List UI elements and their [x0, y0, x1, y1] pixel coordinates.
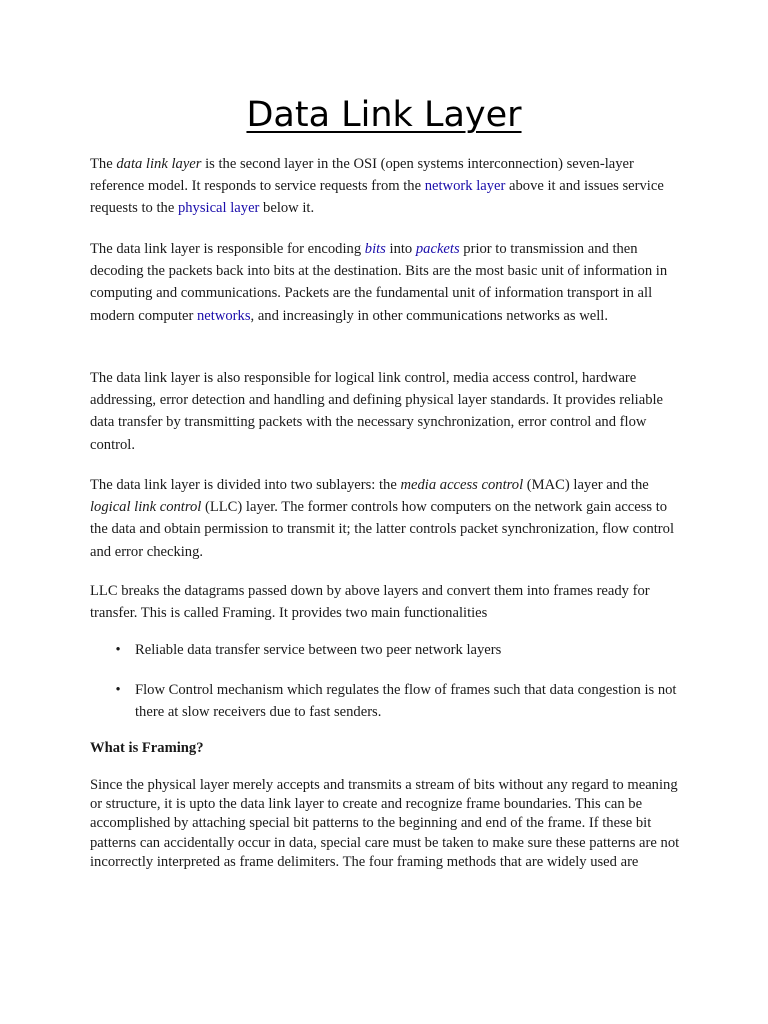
paragraph-text: into	[385, 241, 416, 257]
link-networks[interactable]: networks	[197, 307, 251, 324]
paragraph-text: The data link layer is responsible for encoding	[90, 241, 365, 257]
paragraph-text: is the second layer in the OSI (open systems interconnection) seven-layer reference model. It responds to service requests from the	[90, 156, 634, 195]
paragraph-llc-framing: LLC breaks the datagrams passed down by above layers and convert them into frames ready for transfer. This is called Framing. It provides two main functionalities	[90, 583, 650, 622]
section-heading-framing: What is Framing?	[90, 740, 204, 756]
link-packets[interactable]: packets	[415, 241, 460, 257]
link-physical-layer[interactable]: physical layer	[177, 200, 260, 217]
paragraph-framing: Since the physical layer merely accepts and transmits a stream of bits without any regard to meaning or structure, it is upto the data link layer to create and recognize frame boundaries. This can be accomplished by attaching special bit patterns to the beginning and end of the frame. If these bit patterns can accidentally occur in data, special care must be taken to make sure these patterns are not incorrectly interpreted as frame delimiters. The four framing methods that are widely used are	[90, 777, 680, 870]
emphasis-data-link-layer: data link layer	[116, 156, 202, 172]
paragraph-text: The data link layer is divided into two sublayers: the	[90, 477, 401, 493]
list-item-text: Flow Control mechanism which regulates the flow of frames such that data congestion is not there at slow receivers due to fast senders.	[135, 682, 677, 721]
emphasis-logical-link-control: logical link control	[90, 499, 202, 516]
link-bits[interactable]: bits	[364, 241, 386, 257]
link-network-layer[interactable]: network layer	[424, 178, 506, 195]
list-item	[90, 639, 680, 661]
paragraph-text: (MAC) layer and the	[523, 477, 649, 493]
paragraph-text: The	[90, 156, 117, 172]
functionality-list	[90, 639, 680, 724]
paragraph-sublayers	[90, 474, 680, 563]
emphasis-media-access-control: media access control	[400, 477, 524, 493]
paragraph-text: (LLC) layer. The former controls how computers on the network gain access to the data and obtain permission to transmit it; the latter controls packet synchronization, flow control and error checking.	[90, 499, 675, 560]
paragraph-encoding	[90, 238, 680, 327]
list-item-text: Reliable data transfer service between two peer network layers	[135, 642, 502, 658]
paragraph-text: , and increasingly in other communications networks as well.	[250, 307, 608, 324]
paragraph-text: above it and issues service requests to the	[90, 178, 664, 217]
paragraph-text: prior to transmission and then decoding the packets back into bits at the destination. Bits are the most basic unit of information in computing and communications. Packets are the fundamental unit of information transport in all modern computer	[90, 241, 668, 324]
paragraph-responsibilities: The data link layer is also responsible for logical link control, media access control, hardware addressing, error detection and handling and defining physical layer standards. It provides reliable data transfer by transmitting packets with the necessary synchronization, error control and flow control.	[90, 370, 664, 453]
bullet-icon: •	[115, 642, 121, 658]
bullet-icon: •	[115, 682, 121, 699]
page-title: Data Link Layer	[246, 95, 522, 135]
paragraph-text: below it.	[259, 200, 315, 217]
paragraph-intro	[90, 153, 680, 220]
list-item	[90, 679, 680, 723]
